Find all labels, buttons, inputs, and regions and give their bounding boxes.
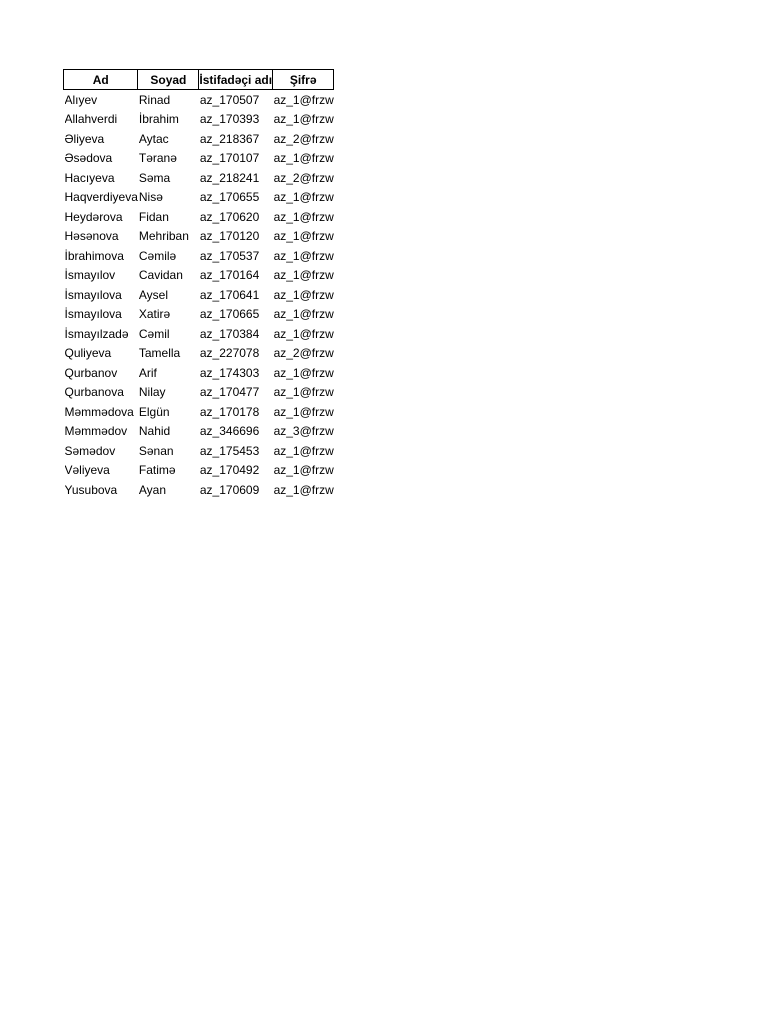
table-row (64, 110, 334, 130)
cell-ad[interactable]: Allahverdi (64, 112, 118, 127)
cell-sifre[interactable]: az_1@frzw (273, 112, 334, 127)
cell-ad[interactable]: İsmayılova (64, 287, 122, 302)
header-cell-soyad[interactable]: Soyad (138, 70, 199, 90)
table-row (64, 227, 334, 247)
cell-sifre[interactable]: az_1@frzw (273, 443, 334, 458)
cell-ad[interactable]: İsmayılova (64, 307, 122, 322)
cell-soyad[interactable]: Nisə (138, 190, 163, 205)
cell-soyad[interactable]: İbrahim (138, 112, 179, 127)
cell-ad[interactable]: Heydərova (64, 209, 123, 224)
cell-ad[interactable]: Məmmədova (64, 404, 134, 419)
cell-ad[interactable]: Məmmədov (64, 424, 128, 439)
spreadsheet (63, 69, 334, 500)
cell-istifadeci-adi[interactable]: az_346696 (199, 424, 260, 439)
cell-ad[interactable]: İbrahimova (64, 248, 124, 263)
cell-sifre[interactable]: az_2@frzw (273, 170, 334, 185)
cell-soyad[interactable]: Tamella (138, 346, 181, 361)
cell-istifadeci-adi[interactable]: az_170609 (199, 482, 260, 497)
users-table (63, 69, 334, 500)
table-row (64, 168, 334, 188)
cell-soyad[interactable]: Rinad (138, 92, 171, 107)
table-row (64, 246, 334, 266)
table-row (64, 480, 334, 500)
cell-sifre[interactable]: az_1@frzw (273, 482, 334, 497)
cell-sifre[interactable]: az_1@frzw (273, 287, 334, 302)
table-row (64, 129, 334, 149)
table-row (64, 207, 334, 227)
cell-istifadeci-adi[interactable]: az_170655 (199, 190, 260, 205)
cell-sifre[interactable]: az_1@frzw (273, 151, 334, 166)
cell-ad[interactable]: Quliyeva (64, 346, 112, 361)
cell-istifadeci-adi[interactable]: az_170178 (199, 404, 260, 419)
cell-ad[interactable]: Alıyev (64, 92, 98, 107)
cell-ad[interactable]: Hacıyeva (64, 170, 115, 185)
header-row (64, 70, 334, 90)
cell-ad[interactable]: Qurbanova (64, 385, 124, 400)
cell-sifre[interactable]: az_1@frzw (273, 307, 334, 322)
cell-istifadeci-adi[interactable]: az_170120 (199, 229, 260, 244)
cell-istifadeci-adi[interactable]: az_170620 (199, 209, 260, 224)
cell-sifre[interactable]: az_1@frzw (273, 190, 334, 205)
cell-istifadeci-adi[interactable]: az_170492 (199, 463, 260, 478)
cell-sifre[interactable]: az_2@frzw (273, 131, 334, 146)
cell-istifadeci-adi[interactable]: az_218367 (199, 131, 260, 146)
cell-istifadeci-adi[interactable]: az_170537 (199, 248, 260, 263)
cell-soyad[interactable]: Cavidan (138, 268, 183, 283)
cell-sifre[interactable]: az_1@frzw (273, 209, 334, 224)
cell-soyad[interactable]: Arif (138, 365, 157, 380)
header-cell-ad[interactable]: Ad (64, 70, 138, 90)
cell-soyad[interactable]: Nilay (138, 385, 166, 400)
cell-sifre[interactable]: az_1@frzw (273, 404, 334, 419)
cell-soyad[interactable]: Təranə (138, 151, 177, 166)
cell-sifre[interactable]: az_1@frzw (273, 463, 334, 478)
table-row (64, 344, 334, 364)
table-row (64, 383, 334, 403)
cell-ad[interactable]: Vəliyeva (64, 463, 110, 478)
table-row (64, 441, 334, 461)
table-row (64, 305, 334, 325)
cell-soyad[interactable]: Cəmilə (138, 248, 177, 263)
table-row (64, 285, 334, 305)
cell-soyad[interactable]: Səma (138, 170, 171, 185)
cell-soyad[interactable]: Mehriban (138, 229, 189, 244)
cell-ad[interactable]: Əsədova (64, 151, 113, 166)
cell-ad[interactable]: Haqverdiyeva (64, 190, 138, 205)
table-body (64, 90, 334, 500)
cell-istifadeci-adi[interactable]: az_170164 (199, 268, 260, 283)
cell-sifre[interactable]: az_1@frzw (273, 92, 334, 107)
cell-sifre[interactable]: az_1@frzw (273, 268, 334, 283)
cell-soyad[interactable]: Cəmil (138, 326, 170, 341)
cell-soyad[interactable]: Fidan (138, 209, 169, 224)
header-cell-istifadeci-adi[interactable]: İstifadəçi adı (199, 70, 273, 90)
cell-istifadeci-adi[interactable]: az_218241 (199, 170, 260, 185)
cell-ad[interactable]: Yusubova (64, 482, 118, 497)
cell-ad[interactable]: Səmədov (64, 443, 116, 458)
cell-soyad[interactable]: Nahid (138, 424, 171, 439)
cell-soyad[interactable]: Xatirə (138, 307, 171, 322)
cell-sifre[interactable]: az_1@frzw (273, 229, 334, 244)
cell-istifadeci-adi[interactable]: az_170393 (199, 112, 260, 127)
cell-istifadeci-adi[interactable]: az_170384 (199, 326, 260, 341)
cell-ad[interactable]: İsmayılzadə (64, 326, 129, 341)
cell-ad[interactable]: Əliyeva (64, 131, 105, 146)
cell-istifadeci-adi[interactable]: az_227078 (199, 346, 260, 361)
cell-istifadeci-adi[interactable]: az_170107 (199, 151, 260, 166)
cell-istifadeci-adi[interactable]: az_174303 (199, 365, 260, 380)
cell-soyad[interactable]: Fatimə (138, 463, 176, 478)
cell-sifre[interactable]: az_2@frzw (273, 346, 334, 361)
cell-istifadeci-adi[interactable]: az_170477 (199, 385, 260, 400)
cell-sifre[interactable]: az_1@frzw (273, 248, 334, 263)
table-row (64, 90, 334, 110)
cell-sifre[interactable]: az_1@frzw (273, 365, 334, 380)
cell-istifadeci-adi[interactable]: az_170665 (199, 307, 260, 322)
cell-ad[interactable]: İsmayılov (64, 268, 116, 283)
table-row (64, 422, 334, 442)
table-row (64, 461, 334, 481)
cell-ad[interactable]: Həsənova (64, 229, 119, 244)
header-cell-sifre[interactable]: Şifrə (273, 70, 334, 90)
cell-soyad[interactable]: Aytac (138, 131, 169, 146)
cell-ad[interactable]: Qurbanov (64, 365, 118, 380)
cell-soyad[interactable]: Sənan (138, 443, 174, 458)
cell-soyad[interactable]: Elgün (138, 404, 170, 419)
cell-istifadeci-adi[interactable]: az_170507 (199, 92, 260, 107)
cell-sifre[interactable]: az_3@frzw (273, 424, 334, 439)
cell-soyad[interactable]: Ayan (138, 482, 167, 497)
table-row (64, 149, 334, 169)
cell-sifre[interactable]: az_1@frzw (273, 326, 334, 341)
cell-soyad[interactable]: Aysel (138, 287, 169, 302)
cell-istifadeci-adi[interactable]: az_175453 (199, 443, 260, 458)
table-row (64, 363, 334, 383)
table-row (64, 188, 334, 208)
table-row (64, 402, 334, 422)
table-row (64, 324, 334, 344)
cell-istifadeci-adi[interactable]: az_170641 (199, 287, 260, 302)
table-row (64, 266, 334, 286)
cell-sifre[interactable]: az_1@frzw (273, 385, 334, 400)
